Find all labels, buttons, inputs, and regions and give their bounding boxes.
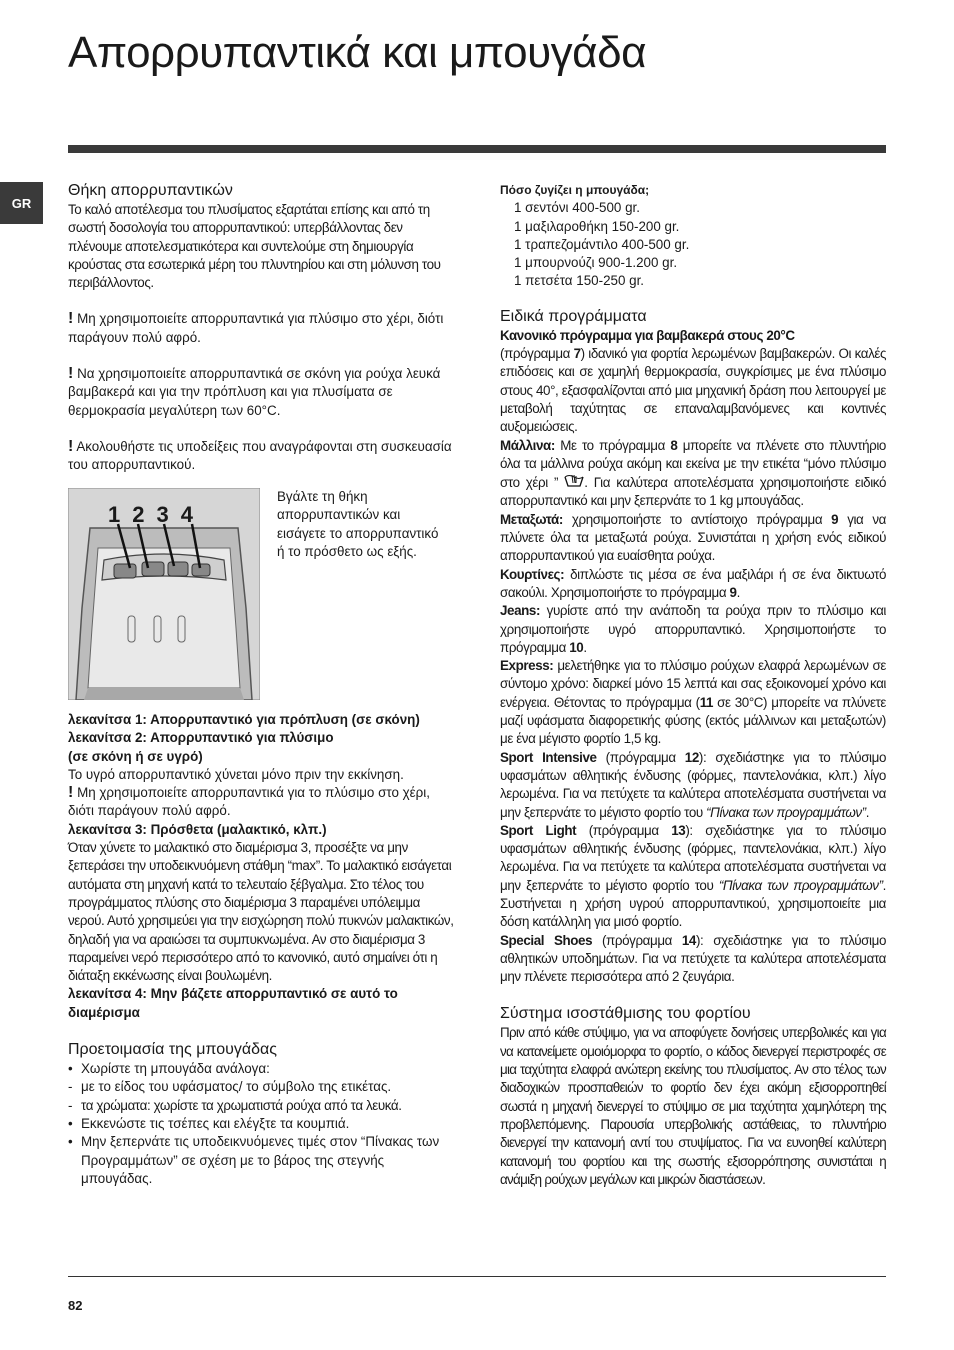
list-item: • Μην ξεπερνάτε τις υποδεικνυόμενες τιμές στον “Πίνακας των Προγραμμάτων” σε σχέση με το βάρος της στεγνής μπουγάδας.	[68, 1134, 440, 1186]
page-title: Απορρυπαντικά και μπουγάδα	[68, 28, 647, 77]
hand-wash-icon	[564, 475, 584, 490]
list-item: 1 τραπεζομάντιλο 400-500 gr.	[514, 236, 690, 252]
prep-heading: Προετοιμασία της μπουγάδας	[68, 1041, 277, 1059]
weights-heading: Πόσο ζυγίζει η μπουγάδα;	[500, 183, 650, 197]
tray-2: λεκανίτσα 2: Απορρυπαντικό για πλύσιμο	[68, 730, 334, 746]
program-curtains: Κουρτίνες: διπλώστε τις μέσα σε ένα μαξιλάρι ή σε ένα δικτυωτό σακούλι. Χρησιμοποιήστε το πρόγραμμα 9.	[500, 566, 886, 600]
prep-list	[68, 1060, 456, 1188]
program-sport-light: Sport Light (πρόγραμμα 13): σχεδιάστηκε για το πλύσιμο υφασμάτων αθλητικής ένδυσης (φόρμες, παντελονάκια, κλπ.) λίγο λερωμένα. Για να πετύχετε τα καλύτερα αποτελέσματα συστήνεται να μην ξεπερνάτε το μέγιστο φορτίο του “Πίνακα των προγραμμάτων”. Συστήνεται η χρήση υγρού απορρυπαντικού, χρησιμοποιείτε μια δόση κατάλληλη για μισό φορτίο.	[500, 822, 886, 930]
program-special-shoes: Special Shoes (πρόγραμμα 14): σχεδιάστηκε για το πλύσιμο αθλητικών υποδημάτων. Για να πετύχετε τα καλύτερα αποτελέσματα μην πλένετε περισσότερα από 2 ζευγάρια.	[500, 932, 886, 985]
left-column-top	[68, 181, 454, 475]
list-item: 1 πετσέτα 150-250 gr.	[514, 273, 645, 289]
figure-label-4: 4	[180, 502, 205, 527]
liquid-note: Το υγρό απορρυπαντικό χύνεται μόνο πριν την εκκίνηση.	[68, 766, 404, 782]
list-item: 1 σεντόνι 400-500 gr.	[514, 200, 640, 216]
weights-list	[500, 199, 886, 290]
program-sport-intensive: Sport Intensive (πρόγραμμα 12): σχεδιάστηκε για το πλύσιμο υφασμάτων αθλητικής ένδυσης (φόρμες, παντελονάκια, κλπ.) λίγο λερωμένα. Για να πετύχετε τα καλύτερα αποτελέσματα συστήνεται να μην ξεπερνάτε το μέγιστο φορτίο του “Πίνακα των προγραμμάτων”.	[500, 749, 886, 820]
list-item: - με το είδος του υφάσματος/ το σύμβολο της ετικέτας.	[68, 1079, 392, 1095]
warning-3: ! Ακολουθήστε τις υποδείξεις που αναγράφονται στη συσκευασία του απορρυπαντικού.	[68, 437, 452, 473]
list-item: • Χωρίστε τη μπουγάδα ανάλογα:	[68, 1061, 270, 1077]
figure-label-3: 3	[156, 502, 181, 527]
exclamation-icon: !	[68, 437, 74, 455]
program-silk: Μεταξωτά: χρησιμοποιήστε το αντίστοιχο πρόγραμμα 9 για να πλύνετε όλα τα μεταξωτά ρούχα. Συνιστάται η χρήση ενός ειδικού απορρυπαντικού για ευαίσθητα ρούχα.	[500, 511, 886, 564]
program-jeans: Jeans: γυρίστε από την ανάποδη τα ρούχα πριν το πλύσιμο και χρησιμοποιήστε υγρό απορρυπαντικό. Χρησιμοποιήστε το πρόγραμμα 10.	[500, 603, 886, 655]
balance-text: Πριν από κάθε στύψιμο, για να αποφύγετε δονήσεις υπερβολικές και για να κατανείμετε ομοιόμορφα το φορτίο, ο κάδος διενεργεί περιστροφές σε μια ταχύτητα ελαφρά ανώτερη εκείνης του πλυσίματος. Αν στο τέλος των διαδοχικών προσπαθειών το φορτίο δεν έχει ακόμη εξισορροπηθεί σωστά η μηχανή διενεργεί το στύψιμο σε μια ταχύτητα χαμηλότερη της προβλεπόμενης. Παρουσία υπερβολικής αστάθειας, το πλυντήριο διενεργεί την κατανομή αντί του στυψίματος. Για να ευνοηθεί καλύτερη κατανομή του φορτίου και της σωστής εξισορρόπησης συνιστάται η ανάμιξη ρούχων μεγάλων και μικρών διαστάσεων.	[500, 1025, 886, 1187]
special-programs-heading: Ειδικά προγράμματα	[500, 307, 647, 325]
drawer-intro: Το καλό αποτέλεσμα του πλυσίματος εξαρτάται επίσης και από τη σωστή δοσολογία του απορρυπαντικού: υπερβάλλοντας δεν πλένουμε αποτελεσματικότερα και συντελούμε στη δημιουργία κρούστας στα εσωτερικά μέρη του πλυντηρίου και στη μόλυνση του περιβάλλοντος.	[68, 202, 441, 291]
tray-4: λεκανίτσα 4: Μην βάζετε απορρυπαντικό σε αυτό το διαμέρισμα	[68, 986, 398, 1020]
page-number: 82	[68, 1298, 83, 1313]
detergent-drawer-figure	[68, 488, 260, 700]
drawer-heading: Θήκη απορρυπαντικών	[68, 182, 233, 199]
right-column	[500, 181, 886, 1189]
exclamation-icon: !	[68, 784, 74, 802]
tray-2-detail: (σε σκόνη ή σε υγρό)	[68, 748, 203, 764]
left-column-bottom	[68, 711, 456, 1188]
tray-warning: ! Μη χρησιμοποιείτε απορρυπαντικά για το πλύσιμο στο χέρι, διότι παράγουν πολύ αφρό.	[68, 784, 430, 819]
program-express: Express: μελετήθηκε για το πλύσιμο ρούχων ελαφρά λερωμένων σε σύντομο χρόνο: διαρκεί μόνο 15 λεπτά και σας εξοικονομεί χρόνο και ενέργεια. Θέτοντας το πρόγραμμα (11 σε 30°C) μπορείτε να πλύνετε μαζί υφάσματα διαφορετικής φύσης (εκτός μάλλινων και μεταξωτών) με ένα μέγιστο φορτίο 1,5 kg.	[500, 658, 886, 747]
balance-heading: Σύστημα ισοστάθμισης του φορτίου	[500, 1005, 751, 1023]
special-programs-text: Κανονικό πρόγραμμα για βαμβακερά στους 20°C (πρόγραμμα 7) ιδανικό για φορτία λερωμένων βαμβακερών. Οι καλές επιδόσεις και σε χαμηλή θερμοκρασία, συγκρίσιμες με ένα πλύσιμο στους 40°, εξασφαλίζονται από μια μηχανική δράση που λειτουργεί με μεταβολή ταχύτητας σε επαναλαμβανόμενες και κοντινές αυξομειώσεις. Μάλλινα: Με το πρόγραμμα 8 μπορείτε να πλένετε στο πλυντήριο όλα τα μάλλινα ρούχα ακόμη και εκείνα με την ετικέτα “μόνο πλύσιμο στο χέρι ” . Για καλύτερα αποτελέσματα χρησιμοποιήστε ειδικό απορρυπαντικό και μην ξεπερνάτε το 1 kg μπουγάδας. Μεταξωτά: χρησιμοποιήστε το αντίστοιχο πρόγραμμα 9 για να πλύνετε όλα τα μεταξωτά ρούχα. Συνιστάται η χρήση ενός ειδικού απορρυπαντικού για ευαίσθητα ρούχα. Κουρτίνες: διπλώστε τις μέσα σε ένα μαξιλάρι ή σε ένα δικτυωτό σακούλι. Χρησιμοποιήστε το πρόγραμμα 9. Jeans: γυρίστε από την ανάποδη τα ρούχα πριν το πλύσιμο και χρησιμοποιήστε υγρό απορρυπαντικό. Χρησιμοποιήστε το πρόγραμμα 10. Express: μελετήθηκε για το πλύσιμο ρούχων ελαφρά λερωμένων σε σύντομο χρόνο: διαρκεί μόνο 15 λεπτά και σας εξοικονομεί χρόνο και ενέργεια. Θέτοντας το πρόγραμμα (11 σε 30°C) μπορείτε να πλύνετε μαζί υφάσματα διαφορετικής φύσης (εκτός μάλλινων και μεταξωτών) με ένα μέγιστο φορτίο 1,5 kg. Sport Intensive (πρόγραμμα 12): σχεδιάστηκε για το πλύσιμο υφασμάτων αθλητικής ένδυσης (φόρμες, παντελονάκια, κλπ.) λίγο λερωμένα. Για να πετύχετε τα καλύτερα αποτελέσματα συστήνεται να μην ξεπερνάτε το μέγιστο φορτίο του “Πίνακα των προγραμμάτων”. Sport Light (πρόγραμμα 13): σχεδιάστηκε για το πλύσιμο υφασμάτων αθλητικής ένδυσης (φόρμες, παντελονάκια, κλπ.) λίγο λερωμένα. Για να πετύχετε τα καλύτερα αποτελέσματα συστήνεται να μην ξεπερνάτε το μέγιστο φορτίο του “Πίνακα των προγραμμάτων”. Συστήνεται η χρήση υγρού απορρυπαντικού, χρησιμοποιείτε μια δόση κατάλληλη για μισό φορτίο. Special Shoes (πρόγραμμα 14): σχεδιάστηκε για το πλύσιμο αθλητικών υποδημάτων. Για να πετύχετε τα καλύτερα αποτελέσματα μην πλένετε περισσότερα από 2 ζευγάρια.	[500, 327, 886, 987]
list-item: • Εκκενώστε τις τσέπες και ελέγξτε τα κουμπιά.	[68, 1115, 350, 1131]
figure-label-2: 2	[132, 502, 157, 527]
bottom-divider	[68, 1276, 886, 1277]
program-wool: Μάλλινα: Με το πρόγραμμα 8 μπορείτε να πλένετε στο πλυντήριο όλα τα μάλλινα ρούχα ακόμη και εκείνα με την ετικέτα “μόνο πλύσιμο στο χέρι ” . Για καλύτερα αποτελέσματα χρησιμοποιήστε ειδικό απορρυπαντικό και μην ξεπερνάτε το 1 kg μπουγάδας.	[500, 437, 886, 509]
program-cotton: Κανονικό πρόγραμμα για βαμβακερά στους 20°C	[500, 327, 795, 343]
warning-2: ! Να χρησιμοποιείτε απορρυπαντικά σε σκόνη για ρούχα λευκά βαμβακερά και για την πρόπλυση και για πλυσίματα σε θερμοκρασία μεγαλύτερη των 60°C.	[68, 365, 441, 418]
list-item: - τα χρώματα: χωρίστε τα χρωματιστά ρούχα από τα λευκά.	[68, 1097, 402, 1113]
exclamation-icon: !	[68, 365, 74, 383]
list-item: 1 μπουρνούζι 900-1.200 gr.	[514, 255, 678, 271]
exclamation-icon: !	[68, 310, 74, 328]
top-divider	[68, 145, 886, 153]
list-item: 1 μαξιλαροθήκη 150-200 gr.	[514, 218, 680, 234]
warning-1: ! Μη χρησιμοποιείτε απορρυπαντικά για πλύσιμο στο χέρι, διότι παράγουν πολύ αφρό.	[68, 310, 444, 345]
tray-3: λεκανίτσα 3: Πρόσθετα (μαλακτικό, κλπ.)	[68, 821, 327, 837]
figure-label-1: 1	[108, 502, 133, 527]
tray-3-text: Όταν χύνετε το μαλακτικό στο διαμέρισμα 3, προσέξτε να μην ξεπεράσει την υποδεικνυόμενη στάθμη “max”. Το μαλακτικό εισάγεται αυτόματα στη μηχανή κατά το τελευταίο ξέβγαλμα. Στο τέλος του προγράμματος πλύσης στο διαμέρισμα 3 παραμένει υπόλειμμα νερού. Αυτό χρησιμεύει για την εισχώρηση πολύ πυκνών μαλακτικών, δηλαδή για να αραιώσει τα συμπυκνωμένα. Αν στο διαμέρισμα 3 παραμείνει νερό περισσότερο από το κανονικό, αυτό σημαίνει ότι η διάταξη εκκένωσης είναι βουλωμένη.	[68, 840, 454, 984]
language-tab: GR	[0, 182, 43, 224]
figure-caption: Βγάλτε τη θήκη απορρυπαντικών και εισάγετε το απορρυπαντικό ή το πρόσθετο ως εξής.	[277, 489, 439, 559]
tray-1: λεκανίτσα 1: Απορρυπαντικό για πρόπλυση (σε σκόνη)	[68, 712, 420, 727]
